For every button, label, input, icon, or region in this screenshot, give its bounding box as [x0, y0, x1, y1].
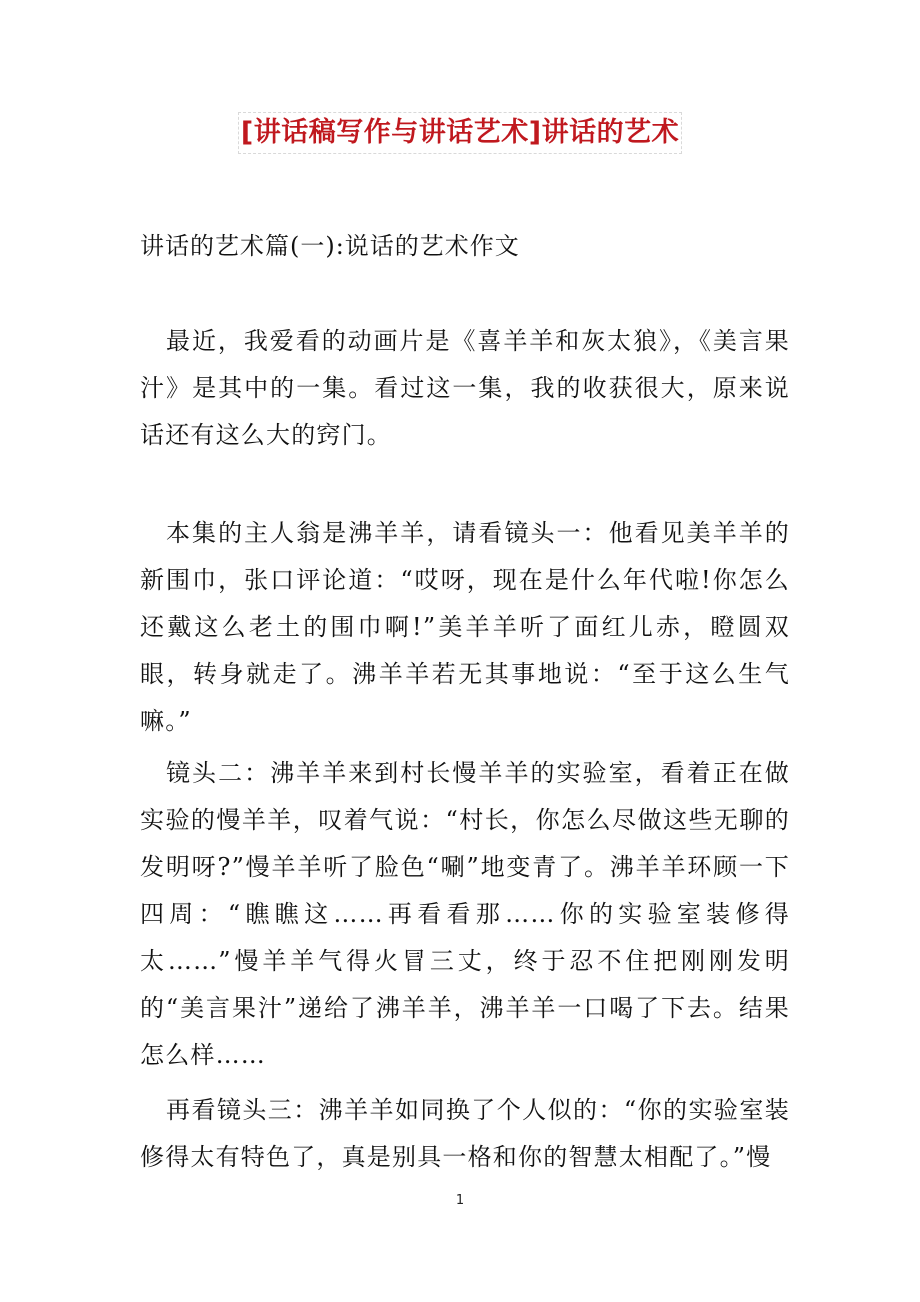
- paragraph-1: 最近，我爱看的动画片是《喜羊羊和灰太狼》，《美言果汁》是其中的一集。看过这一集，我的收获很大，原来说话还有这么大的窍门。: [140, 327, 790, 449]
- section-heading: 讲话的艺术篇(一):说话的艺术作文: [140, 232, 520, 260]
- title-container: [0, 112, 920, 154]
- document-title: [讲话稿写作与讲话艺术]讲话的艺术: [238, 112, 682, 154]
- page-number: 1: [455, 1193, 465, 1208]
- paragraph-2: 本集的主人翁是沸羊羊，请看镜头一：他看见美羊羊的新围巾，张口评论道：“哎呀，现在是什么年代啦!你怎么还戴这么老土的围巾啊!”美羊羊听了面红儿赤，瞪圆双眼，转身就走了。沸羊羊若无其事地说：“至于这么生气嘛。”: [140, 519, 790, 735]
- paragraph-4: 再看镜头三：沸羊羊如同换了个人似的：“你的实验室装修得太有特色了，真是别具一格和你的智慧太相配了。”慢: [140, 1096, 790, 1171]
- paragraph-3: 镜头二：沸羊羊来到村长慢羊羊的实验室，看着正在做实验的慢羊羊，叹着气说：“村长，你怎么尽做这些无聊的发明呀?”慢羊羊听了脸色“唰”地变青了。沸羊羊环顾一下四周：“瞧瞧这……再看看那……你的实验室装修得太……”慢羊羊气得火冒三丈，终于忍不住把刚刚发明的“美言果汁”递给了沸羊羊，沸羊羊一口喝了下去。结果怎么样……: [140, 759, 790, 1069]
